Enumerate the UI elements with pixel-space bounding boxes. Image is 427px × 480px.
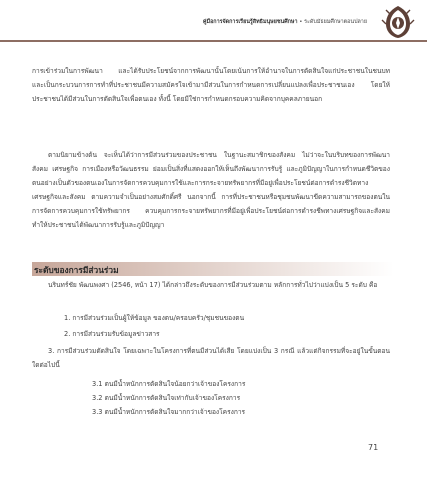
body-paragraph-2: ตามนิยามข้างต้น จะเห็นได้ว่าการมีส่วนร่วมของประชาชน ในฐานะสมาชิกของสังคม ไม่ว่าจะในบริบทของการพัฒนาสังคม เศรษฐกิจ การเมืองหรือวัฒนธรรม ย่อมเป็นสิ่งที่แสดงออกให้เห็นถึงพัฒนาการรับรู้ และภูมิปัญญาในการกำหนดชีวิตของตนอย่างเป็นตัวของตนเองในการจัดการควบคุมการใช้และการกระจายทรัพยากรที่มีอยู่เพื่อประโยชน์ต่อการดำรงชีวิตทางเศรษฐกิจและสังคม ตามความจำเป็นอย่างสมศักดิ์ศรี นอกจากนี้ การที่ประชาชนหรือชุมชนพัฒนาขีดความสามารถของตนในการจัดการควบคุมการใช้ทรัพยากร ควบคุมการกระจายทรัพยากรที่มีอยู่เพื่อประโยชน์ต่อการดำรงชีพทางเศรษฐกิจและสังคม ทำให้ประชาชนได้พัฒนาการรับรู้และภูมิปัญญา <box>32 151 390 229</box>
body-paragraph-3: นรินทร์ชัย พัฒนพงศา (2546, หน้า 17) ได้กล่าวถึงระดับของการมีส่วนร่วมตาม หลักการทั่วไปว่าแบ่งเป็น 5 ระดับ คือ <box>48 281 378 289</box>
page-number: 71 <box>368 443 379 452</box>
list-item: 1. การมีส่วนร่วมเป็นผู้ให้ข้อมูล ของตน/ครอบครัว/ชุมชนของตน <box>64 314 245 322</box>
list-item: 2. การมีส่วนร่วมรับข้อมูลข่าวสาร <box>64 330 160 338</box>
sub-list-item: 3.1 ตนมีน้ำหนักการตัดสินใจน้อยกว่าเจ้าของโครงการ <box>92 380 246 388</box>
section-heading: ระดับของการมีส่วนร่วม <box>34 265 119 275</box>
header-subtitle: • ระดับมัธยมศึกษาตอนปลาย <box>297 19 367 25</box>
sub-list-item: 3.3 ตนมีน้ำหนักการตัดสินใจมากกว่าเจ้าของโครงการ <box>92 408 246 416</box>
page-header <box>0 0 427 44</box>
body-paragraph-1: การเข้าร่วมในการพัฒนา และได้รับประโยชน์จากการพัฒนานั้นโดยเน้นการให้อำนาจในการตัดสินใจแก่ประชาชนในชนบท และเป็นกระบวนการการทำที่ประชาชนมีความสมัครใจเข้ามามีส่วนในการกำหนดการเปลี่ยนแปลงเพื่อประชาชนเอง โดยให้ประชาชนได้มีส่วนในการตัดสินใจเพื่อตนเอง ทั้งนี้ โดยมีใช่การกำหนดกรอบความคิดจากบุคคลภายนอก <box>32 67 390 103</box>
sub-list-item: 3.2 ตนมีน้ำหนักการตัดสินใจเท่ากับเจ้าของโครงการ <box>92 394 241 402</box>
header-text <box>203 18 367 26</box>
emblem-logo-icon <box>380 4 416 40</box>
header-divider <box>0 40 427 42</box>
body-paragraph-4: 3. การมีส่วนร่วมตัดสินใจ โดยเฉพาะในโครงการที่ตนมีส่วนได้เสีย โดยแบ่งเป็น 3 กรณี แล้วแต่กิจกรรมที่จะอยู่ในขั้นตอนใดต่อไปนี้ <box>32 347 390 369</box>
header-title: คู่มือการจัดการเรียนรู้สิทธิมนุษยชนศึกษา <box>202 19 298 25</box>
